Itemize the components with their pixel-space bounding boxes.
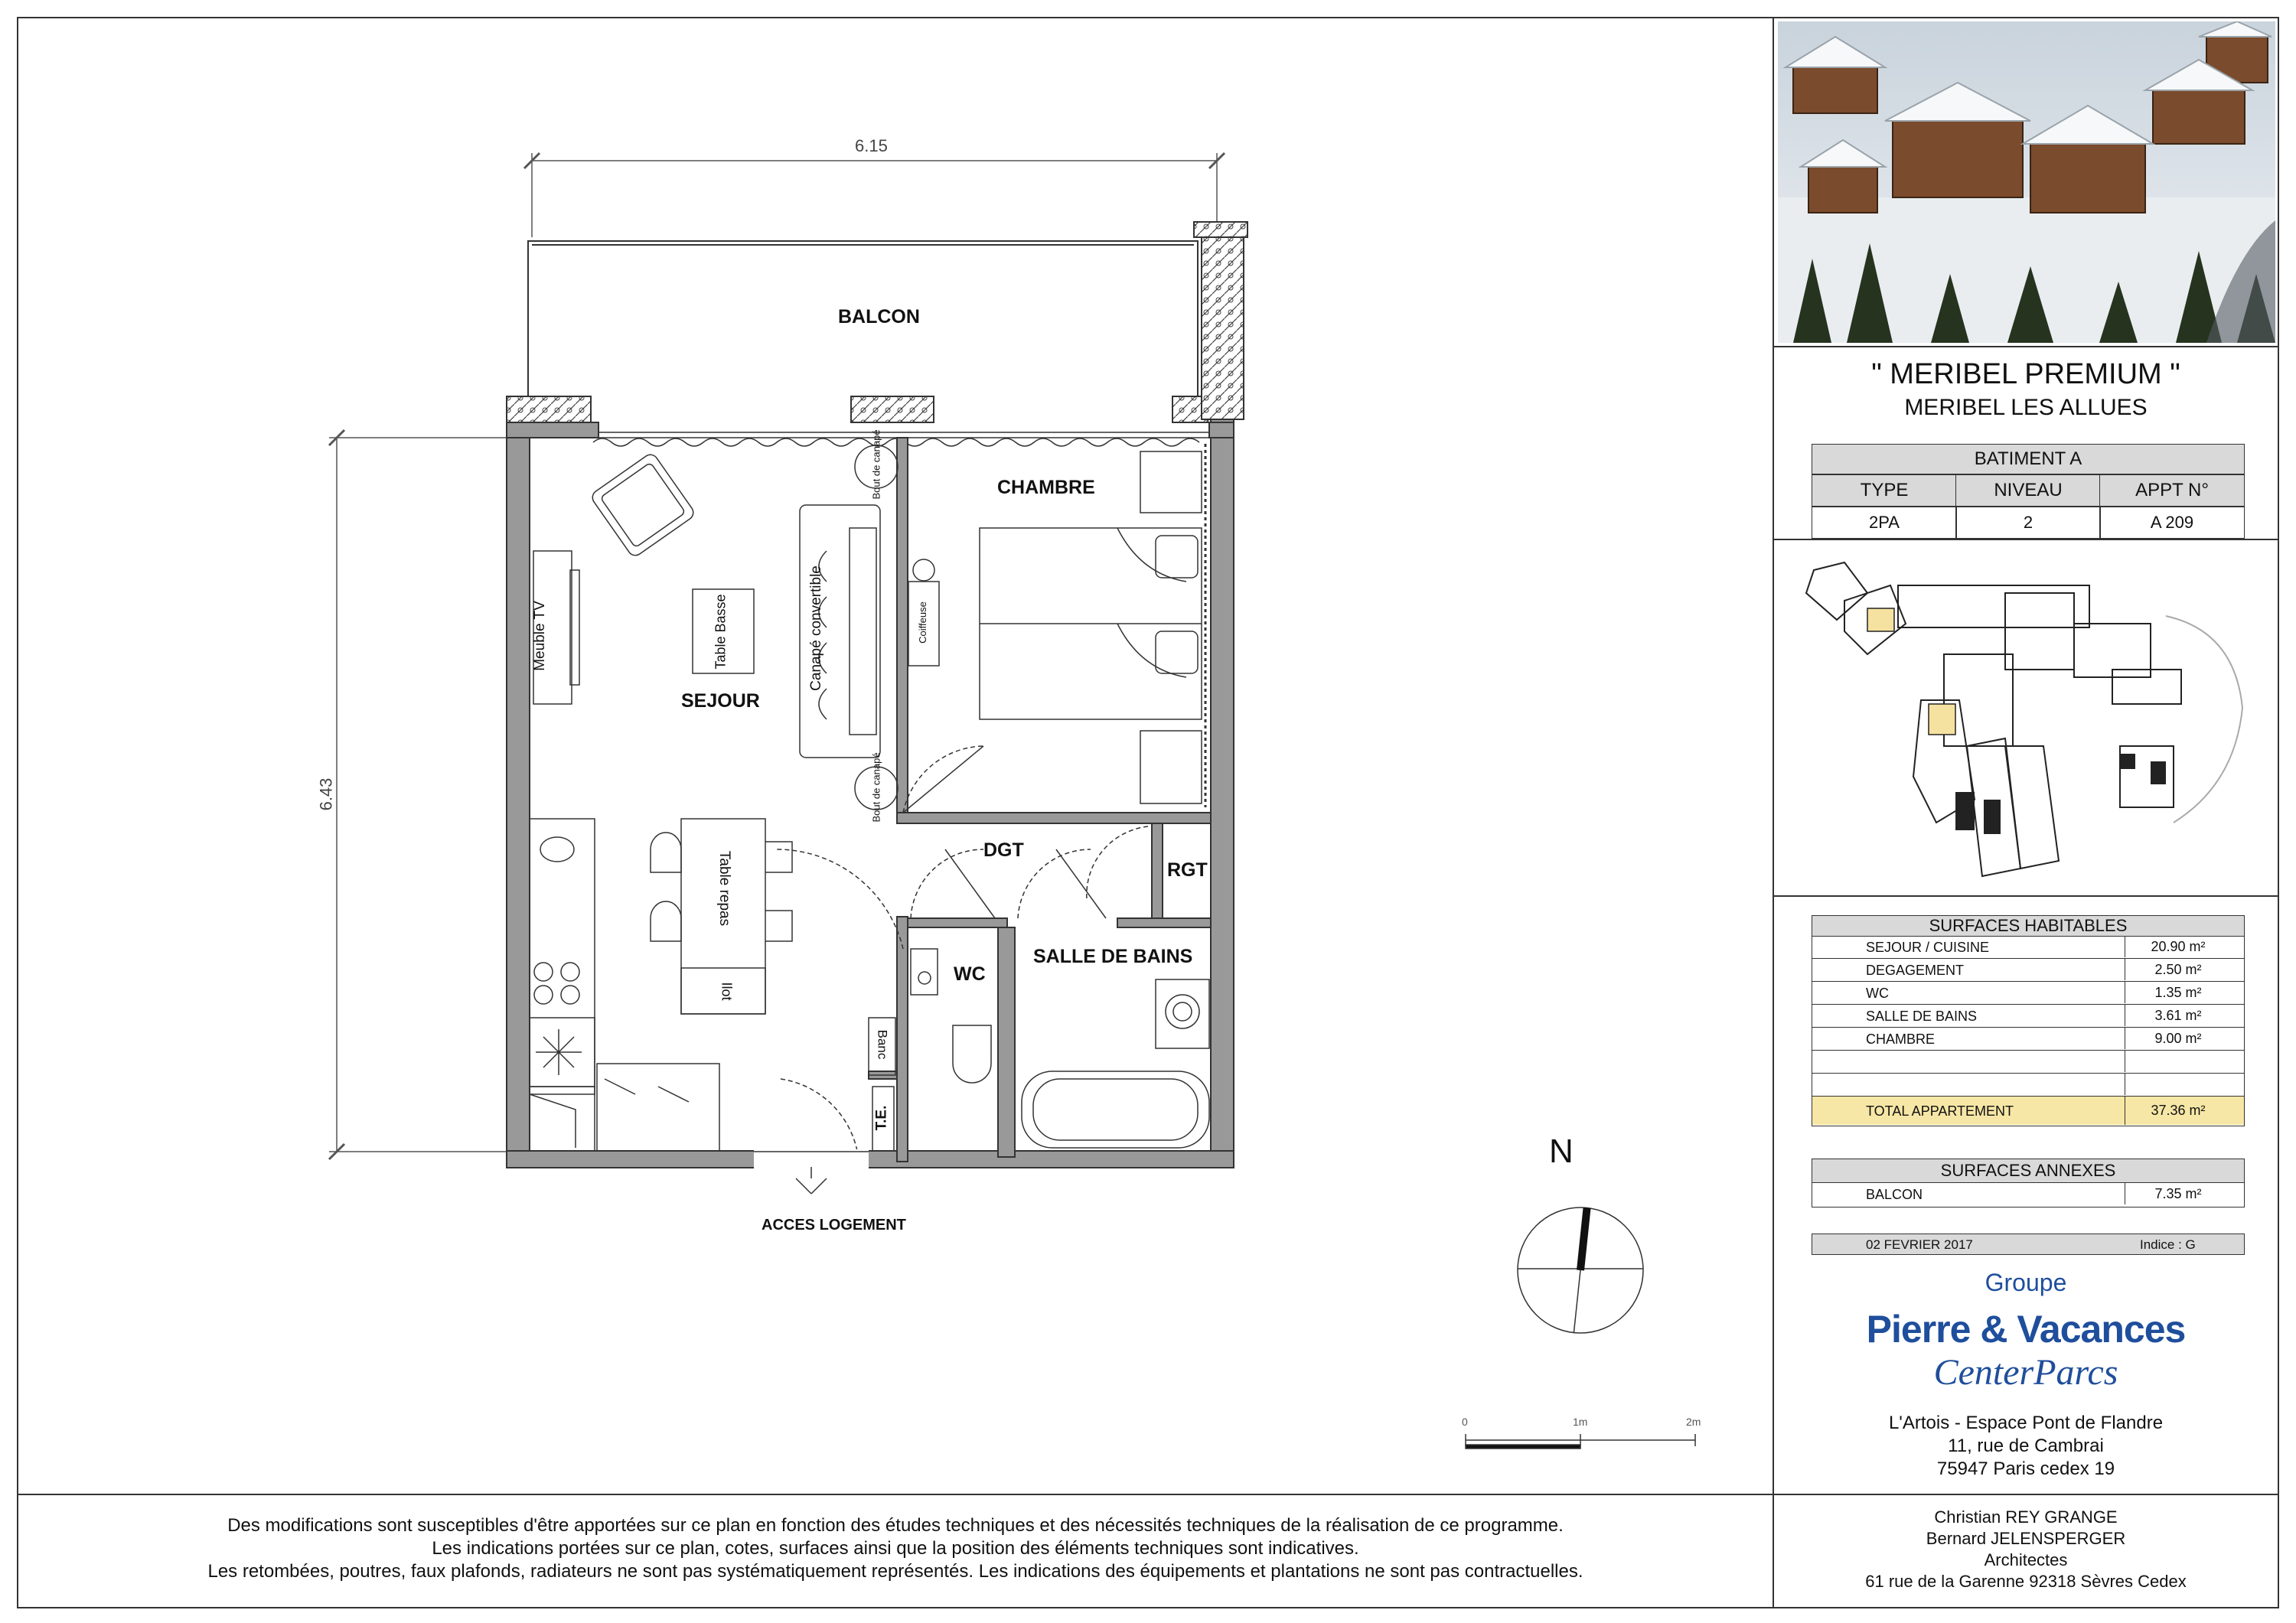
furniture-label-te: T.E. [873,1105,890,1131]
room-label-sejour: SEJOUR [681,690,760,712]
brand-centerparcs: CenterParcs [1933,1352,2118,1393]
surface-row [1812,1051,2244,1074]
bed [980,451,1202,803]
room-label-balcon: BALCON [838,306,920,328]
architect-line-2: Bernard JELENSPERGER [1926,1529,2126,1548]
architect-line-3: Architectes [1984,1550,2068,1569]
architect-line-4: 61 rue de la Garenne 92318 Sèvres Cedex [1865,1572,2187,1591]
disclaimer-line-3: Les retombées, poutres, faux plafonds, radiateurs ne sont pas systématiquement représentés. Les indications des équipements et plantations ne sont pas contractuelles. [207,1561,1583,1582]
building-name: BATIMENT A [1812,444,2245,474]
furniture-label-bout-canape-2: Bout de canapé [870,752,882,823]
scale-label-0: 0 [1462,1416,1468,1428]
surface-total-row: TOTAL APPARTEMENT 37.36 m² [1812,1097,2244,1125]
building-table [1812,444,2245,539]
scale-bar [1466,1434,1695,1449]
compass-north-label: N [1549,1133,1574,1170]
room-label-salle-de-bains: SALLE DE BAINS [1033,946,1193,967]
annex-row: BALCON 7.35 m² [1812,1183,2244,1206]
project-name: " MERIBEL PREMIUM " [1871,358,2180,390]
furniture-label-bout-canape-1: Bout de canapé [870,429,882,500]
furniture-label-banc: Banc [875,1029,890,1060]
disclaimer-line-2: Les indications portées sur ce plan, cotes, surfaces ainsi que la position des éléments techniques sont indicatives. [432,1538,1359,1559]
compass-rose [1518,1207,1643,1333]
room-label-dgt: DGT [983,839,1024,861]
surfaces-habitables-table [1812,915,2245,1126]
surface-row: DEGAGEMENT 2.50 m² [1812,959,2244,982]
interior-walls [869,438,1211,1162]
address-line-1: L'Artois - Espace Pont de Flandre [1888,1413,2164,1433]
date-label: 02 FEVRIER 2017 [1866,1237,1973,1252]
header-appt: APPT N° [2099,474,2245,507]
room-label-chambre: CHAMBRE [997,477,1095,498]
bath-fixtures [1022,979,1209,1148]
surfaces-annexes-title: SURFACES ANNEXES [1812,1159,2244,1183]
armchair [589,451,696,558]
access-label: ACCES LOGEMENT [762,1217,906,1234]
address-line-3: 75947 Paris cedex 19 [1936,1458,2115,1479]
brand-groupe: Groupe [1985,1269,2067,1296]
dimension-height [329,430,520,1159]
surface-row: SEJOUR / CUISINE 20.90 m² [1812,936,2244,959]
room-label-wc: WC [954,963,986,985]
dimension-width-label: 6.15 [855,136,888,155]
address-line-2: 11, rue de Cambrai [1948,1436,2104,1456]
value-niveau: 2 [1955,507,2101,539]
surface-row [1812,1074,2244,1097]
entry-arrow [796,1167,827,1194]
surfaces-habitables-title: SURFACES HABITABLES [1812,916,2244,937]
furniture-label-canape: Canapé convertible [807,565,824,691]
furniture-label-coiffeuse: Coiffeuse [916,601,928,644]
site-plan-thumbnail [1783,547,2273,899]
surfaces-annexes-table [1812,1159,2245,1207]
header-type: TYPE [1812,474,1957,507]
furniture-label-ilot: Ilot [719,982,735,1001]
scale-label-1m: 1m [1573,1416,1588,1428]
disclaimer-line-1: Des modifications sont susceptibles d'être apportées sur ce plan en fonction des études techniques et des nécessités techniques de la réalisation de ce programme. [227,1515,1564,1536]
room-label-rgt: RGT [1167,859,1208,881]
value-type: 2PA [1812,507,1957,539]
surface-row: CHAMBRE 9.00 m² [1812,1028,2244,1051]
kitchen-counter [530,819,595,1094]
surface-row: SALLE DE BAINS 3.61 m² [1812,1005,2244,1028]
dimension-width [524,153,1225,237]
entrance-storage [530,1064,719,1151]
furniture-label-table-repas: Table repas [716,850,733,927]
header-niveau: NIVEAU [1955,474,2101,507]
furniture-label-table-basse: Table Basse [713,594,729,670]
project-location: MERIBEL LES ALLUES [1904,395,2148,420]
dimension-height-label: 6.43 [316,777,336,811]
scale-label-2m: 2m [1686,1416,1701,1428]
resort-photo [1778,21,2275,343]
surface-row: WC 1.35 m² [1812,982,2244,1005]
value-appt: A 209 [2099,507,2245,539]
indice-label: Indice : G [2140,1237,2196,1252]
furniture-label-meuble-tv: Meuble TV [531,601,548,671]
brand-pierre-vacances: Pierre & Vacances [1866,1308,2186,1351]
date-bar [1812,1234,2245,1255]
architect-line-1: Christian REY GRANGE [1934,1507,2118,1527]
